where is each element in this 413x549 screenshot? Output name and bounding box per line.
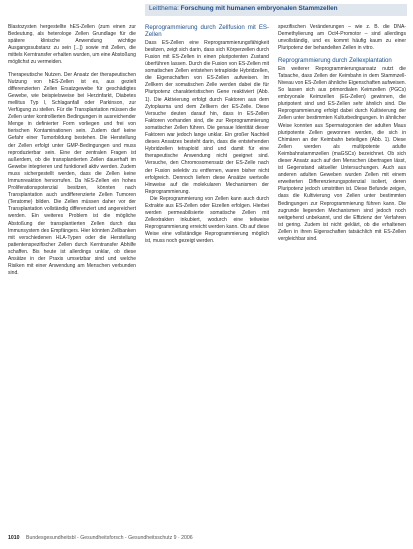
column-1 — [8, 24, 136, 277]
paragraph: Dass ES-Zellen eine Reprogrammierungsfähigkeit besitzen, zeigt sich darin, dass sich Körperzellen durch Fusion mit ES-Zellen in einen pluripotenten Zustand überführen lassen. Durch die Fusion von ES-Zellen mit somatischen Zellen entstehen tetraploide Hybridzellen, die Eigenschaften von ES-Zellen aufweisen. Im Zellkern der somatischen Zelle werden dabei die für Pluripotenz charakteristischen Gene reaktiviert (Abb. 1). Die Aktivierung erfolgt durch Faktoren aus dem Zytoplasma und dem Zellkern der ES-Zelle. Diese Versuche deuten darauf hin, dass in ES-Zellen Faktoren vorhanden sind, die zur Reprogrammierung somatischer Zellen führen. Die genaue Identität dieser Faktoren war jedoch lange unklar. Ein großer Nachteil dieses Ansatzes besteht darin, dass die entstehenden Hybridzellen tetraploid sind und damit für eine therapeutische Anwendung nicht geeignet sind. Versuche, den Chromosomensatz der ES-Zelle nach der Fusion selektiv zu entfernen, waren bisher nicht erfolgreich. Dennoch liefern diese Ansätze wertvolle Hinweise auf die molekularen Mechanismen der Reprogrammierung. — [145, 39, 269, 195]
header-prefix: Leitthema: — [149, 5, 179, 12]
running-header — [145, 4, 407, 16]
paragraph: Ein weiterer Reprogrammierungsansatz nutzt die Tatsache, dass Zellen der Keimbahn in dem Stammzell-Niveau von ES-Zellen ähnliche Eigenschaften aufweisen. So lassen sich aus primordialen Keimzellen (PGCs) embryonale Keimzellen (EG-Zellen) gewinnen, die pluripotent sind und ES-Zellen sehr ähnlich sind. Die Reprogrammierung erfolgt dabei durch Kultivierung der Zellen unter bestimmten Kulturbedingungen. In ähnlicher Weise konnten aus Spermatogonien der adulten Maus pluripotente Zellen gewonnen werden, die sich in Chimären an der Keimbahn beteiligen (Abb. 1). Diese Zellen werden als multipotente adulte Keimbahnstammzellen (maGSCs) bezeichnet. Ob sich dieser Ansatz auch auf den Menschen übertragen lässt, ist Gegenstand aktueller Untersuchungen. Auch aus anderen adulten Geweben wurden Zellen mit einem erweiterten Differenzierungspotenzial isoliert, deren Pluripotenz jedoch umstritten ist. Diese Befunde zeigen, dass die Kultivierung von Zellen unter bestimmten Bedingungen zur Reprogrammierung führen kann. Die zugrunde liegenden Mechanismen sind jedoch noch weitgehend unbekannt, und die Effizienz der Verfahren ist gering. Zudem ist nicht geklärt, ob die erhaltenen Zellen in ihren Eigenschaften tatsächlich mit ES-Zellen vergleichbar sind. — [278, 65, 406, 243]
section-heading: Reprogrammierung durch Zellexplantation — [278, 57, 392, 65]
header-title: Forschung mit humanen embryonalen Stammzellen — [180, 5, 338, 12]
page-number: 1010 — [8, 535, 20, 541]
paragraph: Therapeutische Nutzen. Der Ansatz der therapeutischen Nutzung von hES-Zellen ist es, aus gezielt differenzierten Zellen Ersatzgewebe für geschädigtes Gewebe, wie beispielsweise bei Herzinfarkt, Diabetes mellitus Typ I, Schlaganfall oder Parkinson, zur Verfügung zu stellen. Für die Transplantation müssen die Zellen unter kontrollierten Bedingungen in ausreichender Menge in definierter Form vorliegen und frei von tierischen Kontaminationen sein. Zudem darf keine Gefahr einer Tumorbildung bestehen. Die Herstellung der Zellen erfolgt unter GMP-Bedingungen und muss reproduzierbar sein. Eine der zentralen Fragen ist außerdem, ob die transplantierten Zellen dauerhaft im Gewebe integrieren und funktionell aktiv werden. Zudem muss sichergestellt werden, dass die Zellen keine Immunreaktion hervorrufen. Da hES-Zellen ein hohes Proliferationspotenzial besitzen, könnten nach Transplantation auch undifferenzierte Zellen Tumoren (Teratome) bilden. Die Zellen müssen daher vor der Transplantation vollständig differenziert und angereichert werden. Ein weiteres Problem ist die mögliche Abstoßung der transplantierten Zellen durch das Immunsystem des Empfängers. Hier könnten Zellbanken mit verschiedenen HLA-Typen oder die Herstellung patientenspezifischer Zellen durch Kerntransfer Abhilfe schaffen. Bis heute ist allerdings unklar, ob diese Ansätze in der Praxis umsetzbar sind und welche Risiken mit einer Anwendung am Menschen verbunden sind. — [8, 71, 136, 277]
section-heading: Reprogrammierung durch Zellfusion mit ES-Zellen — [145, 24, 269, 39]
paragraph: Die Reprogrammierung von Zellen kann auch durch Extrakte aus ES-Zellen oder Eizellen erfolgen. Hierbei werden permeabilisierte somatische Zellen mit Zellextrakten inkubiert, wodurch eine teilweise Reprogrammierung erreicht werden kann. Ob auf diese Weise eine vollständige Reprogrammierung möglich ist, muss noch gezeigt werden. — [145, 195, 269, 245]
paragraph: spezifischen Veränderungen – wie z. B. die DNA-Demethylierung am Oct4-Promotor – sind allerdings unvollständig, und es kommt häufig kaum zu einer Pluripotenz der behandelten Zellen in vitro. — [278, 24, 406, 52]
column-3 — [278, 24, 406, 243]
journal-citation: Bundesgesundheitsbl - Gesundheitsforsch - Gesundheitsschutz 9 · 2006 — [26, 535, 193, 541]
page-footer — [8, 535, 193, 541]
header-text — [149, 5, 338, 12]
paragraph: Blastozysten hergestellte hES-Zellen (zum einen zur Bedeutung, als heterologe Zellen Grundlage für die spätere klinische Anwendung wichtige Ausgangssubstanz zu sein [...]) sowie mit Zellen, die mittels Kerntransfer erhalten wurden, um eine Abstoßung möglichst zu vermeiden. — [8, 24, 136, 66]
column-2 — [145, 24, 269, 246]
